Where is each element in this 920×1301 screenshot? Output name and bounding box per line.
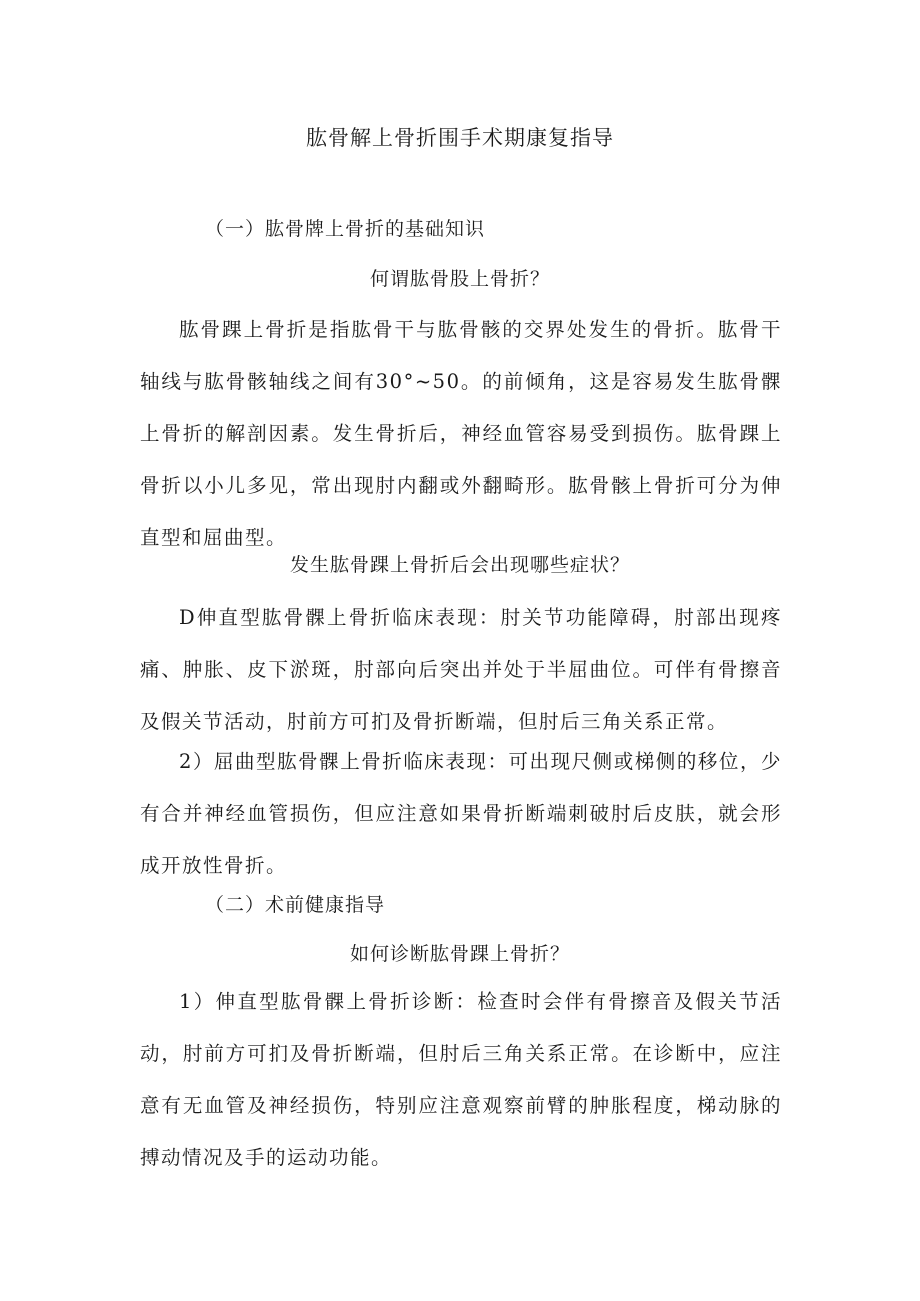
paragraph-definition: 肱骨踝上骨折是指肱骨干与肱骨骸的交界处发生的骨折。肱骨干轴线与肱骨骸轴线之间有30°~50。的前倾角，这是容易发生肱骨髁上骨折的解剖因素。发生骨折后，神经血管容易受到损伤。肱骨踝上骨折以小儿多见，常出现肘内翻或外翻畸形。肱骨骸上骨折可分为伸直型和屈曲型。 — [140, 318, 782, 549]
section-heading-preop: （二）术前健康指导 — [205, 894, 386, 916]
question-what-is: 何谓肱骨股上骨折？ — [369, 268, 550, 290]
paragraph-extension-type-symptoms: D伸直型肱骨髁上骨折临床表现：肘关节功能障碍，肘部出现疼痛、肿胀、皮下淤斑，肘部向后突出并处于半屈曲位。可伴有骨擦音及假关节活动，肘前方可扪及骨折断端，但肘后三角关系正常。 — [140, 606, 782, 733]
section-heading-basics: （一）肱骨牌上骨折的基础知识 — [205, 218, 486, 240]
question-symptoms: 发生肱骨踝上骨折后会出现哪些症状？ — [289, 554, 630, 576]
paragraph-diagnosis: 1）伸直型肱骨髁上骨折诊断：检查时会伴有骨擦音及假关节活动，肘前方可扪及骨折断端，但肘后三角关系正常。在诊断中，应注意有无血管及神经损伤，特别应注意观察前臂的肿胀程度，梯动脉的搏动情况及手的运动功能。 — [140, 990, 782, 1169]
paragraph-flexion-type-symptoms: 2）屈曲型肱骨髁上骨折临床表现：可出现尺侧或梯侧的移位，少有合并神经血管损伤，但应注意如果骨折断端刺破肘后皮肤，就会形成开放性骨折。 — [140, 750, 782, 877]
document-title: 肱骨解上骨折围手术期康复指导 — [306, 126, 614, 150]
question-diagnosis: 如何诊断肱骨踝上骨折？ — [349, 943, 570, 965]
